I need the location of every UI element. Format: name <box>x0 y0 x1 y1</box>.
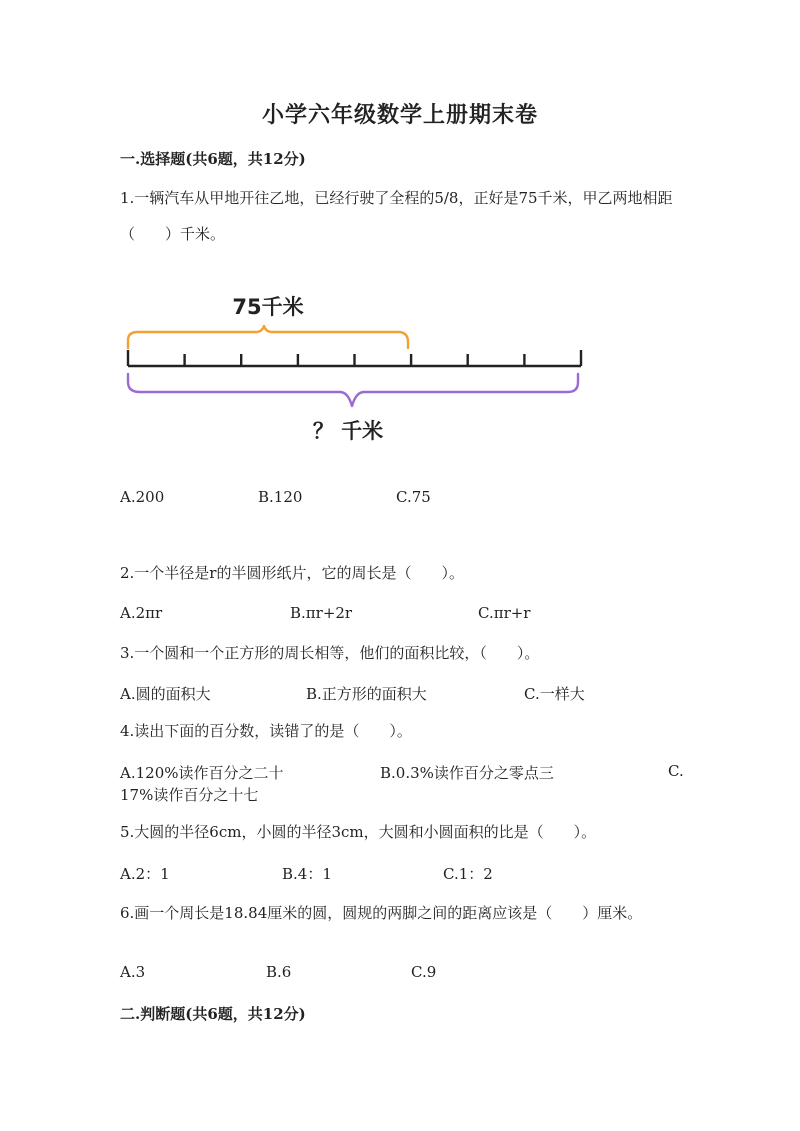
q1-option-c[interactable]: C.75 <box>396 488 431 506</box>
q4-option-c-text: 17%读作百分之十七 <box>120 786 259 804</box>
q3-option-a[interactable]: A.圆的面积大 <box>120 685 211 703</box>
q5-option-b[interactable]: B.4：1 <box>282 865 332 883</box>
q6-option-b[interactable]: B.6 <box>266 963 292 981</box>
question-1-text: 1.一辆汽车从甲地开往乙地，已经行驶了全程的5/8，正好是75千米，甲乙两地相距（ ）千米。 <box>120 189 673 243</box>
question-2-text: 2.一个半径是r的半圆形纸片，它的周长是（ ）。 <box>120 564 464 582</box>
q2-option-a[interactable]: A.2πr <box>120 604 163 622</box>
question-3-text: 3.一个圆和一个正方形的周长相等，他们的面积比较，（ ）。 <box>120 644 540 662</box>
q2-option-c[interactable]: C.πr+r <box>478 604 531 622</box>
q2-option-b[interactable]: B.πr+2r <box>290 604 353 622</box>
q5-option-a[interactable]: A.2：1 <box>120 865 170 883</box>
q3-option-b[interactable]: B.正方形的面积大 <box>306 685 427 703</box>
q1-option-b[interactable]: B.120 <box>258 488 303 506</box>
section-heading-judgment: 二.判断题(共6题，共12分) <box>120 1005 306 1023</box>
page-title: 小学六年级数学上册期末卷 <box>261 102 538 128</box>
q6-option-a[interactable]: A.3 <box>120 963 146 981</box>
line-segment-diagram <box>118 280 598 450</box>
q4-option-c[interactable]: C. <box>668 762 684 780</box>
question-6-text: 6.画一个周长是18.84厘米的圆，圆规的两脚之间的距离应该是（ ）厘米。 <box>120 904 643 922</box>
section-heading-choice: 一.选择题(共6题，共12分) <box>120 150 306 168</box>
q6-option-c[interactable]: C.9 <box>411 963 437 981</box>
q5-option-c[interactable]: C.1：2 <box>443 865 493 883</box>
q4-option-a[interactable]: A.120%读作百分之二十 <box>120 764 284 782</box>
total-label: ？ 千米 <box>312 419 384 443</box>
total-brace <box>128 374 578 406</box>
known-part-label: 75千米 <box>232 295 304 319</box>
q3-option-c[interactable]: C.一样大 <box>524 685 585 703</box>
q1-option-a[interactable]: A.200 <box>120 488 165 506</box>
q4-option-b[interactable]: B.0.3%读作百分之零点三 <box>380 764 554 782</box>
known-part-brace <box>128 326 408 348</box>
question-5-text: 5.大圆的半径6cm，小圆的半径3cm，大圆和小圆面积的比是（ ）。 <box>120 823 597 841</box>
question-4-text: 4.读出下面的百分数，读错了的是（ ）。 <box>120 722 412 740</box>
